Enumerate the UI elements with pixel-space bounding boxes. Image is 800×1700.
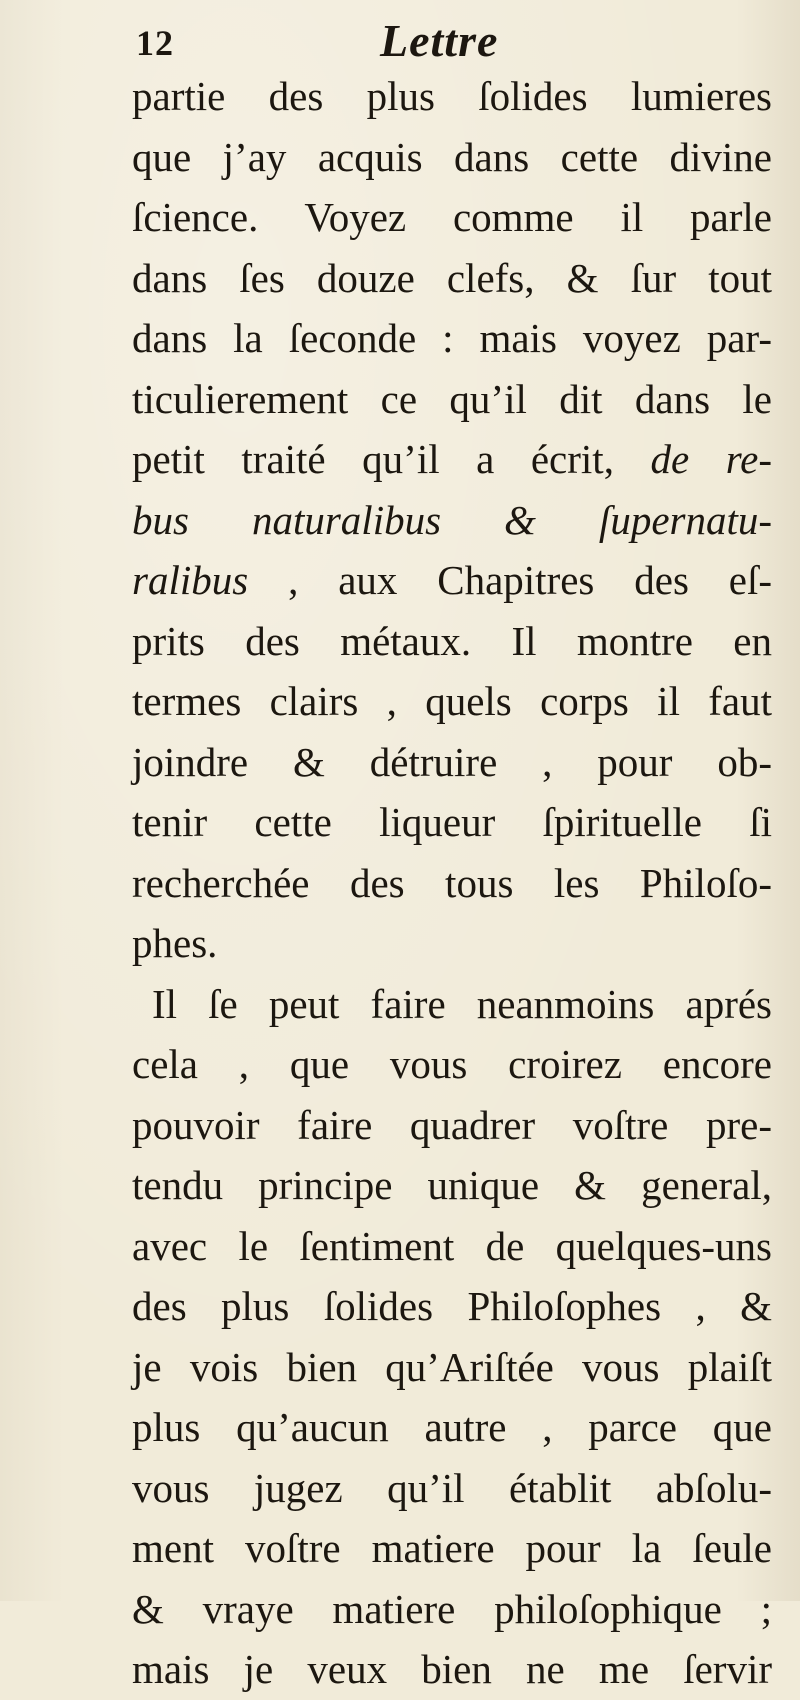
- text-line: tenir cette liqueur ſpirituelle ſi: [132, 799, 772, 845]
- text-line: termes clairs , quels corps il faut: [132, 678, 772, 724]
- text-line: joindre & détruire , pour ob-: [132, 738, 772, 785]
- text-line: dans la ſeconde : mais voyez par-: [132, 315, 772, 361]
- text-line: pouvoir faire quadrer voſtre pre-: [132, 1101, 772, 1148]
- latin-title: &: [504, 496, 536, 543]
- text-line: je vois bien qu’Ariſtée vous plaiſt: [132, 1343, 772, 1390]
- latin-title: ralibus: [132, 557, 249, 603]
- text-line: [132, 490, 772, 551]
- running-head: [136, 14, 766, 74]
- latin-title: naturalibus: [251, 496, 442, 543]
- text-line: vous jugez qu’il établit abſolu-: [132, 1464, 772, 1511]
- text-line: phes.: [132, 920, 218, 966]
- text-line: ment voſtre matiere pour la ſeule: [132, 1525, 772, 1571]
- page-number: 12: [136, 23, 174, 63]
- text-line: & vraye matiere philoſophique ;: [132, 1585, 772, 1632]
- text-line: cela , que vous croirez encore: [132, 1041, 772, 1087]
- latin-title: bus: [132, 496, 189, 543]
- text-line-segment: petit traité qu’il a écrit,: [132, 436, 614, 482]
- text-line: recherchée des tous les Philoſo-: [132, 859, 772, 906]
- text-line: partie des plus ſolides lumieres: [132, 73, 772, 119]
- text-line: ſcience. Voyez comme il parle: [132, 194, 772, 240]
- text-line: des plus ſolides Philoſophes , &: [132, 1283, 772, 1329]
- latin-title: de re-: [650, 436, 773, 482]
- body-text: [132, 66, 772, 1700]
- text-line: tendu principe unique & general,: [132, 1162, 772, 1208]
- text-line: [132, 429, 772, 490]
- text-line: ticulierement ce qu’il dit dans le: [132, 375, 772, 422]
- text-line: plus qu’aucun autre , parce que: [132, 1404, 772, 1450]
- running-title: Lettre: [380, 15, 499, 66]
- text-line: dans ſes douze clefs, & ſur tout: [132, 254, 772, 301]
- text-line: que j’ay acquis dans cette divine: [132, 133, 772, 180]
- text-line: Il ſe peut faire neanmoins aprés: [152, 980, 772, 1027]
- text-line-segment: , aux Chapitres des eſ-: [288, 557, 773, 603]
- latin-title: ſupernatu-: [598, 496, 773, 543]
- text-line: prits des métaux. Il montre en: [132, 617, 772, 664]
- text-line: [132, 550, 772, 611]
- text-line: avec le ſentiment de quelques-uns: [132, 1222, 772, 1269]
- text-line: mais je veux bien ne me ſervir: [132, 1646, 772, 1692]
